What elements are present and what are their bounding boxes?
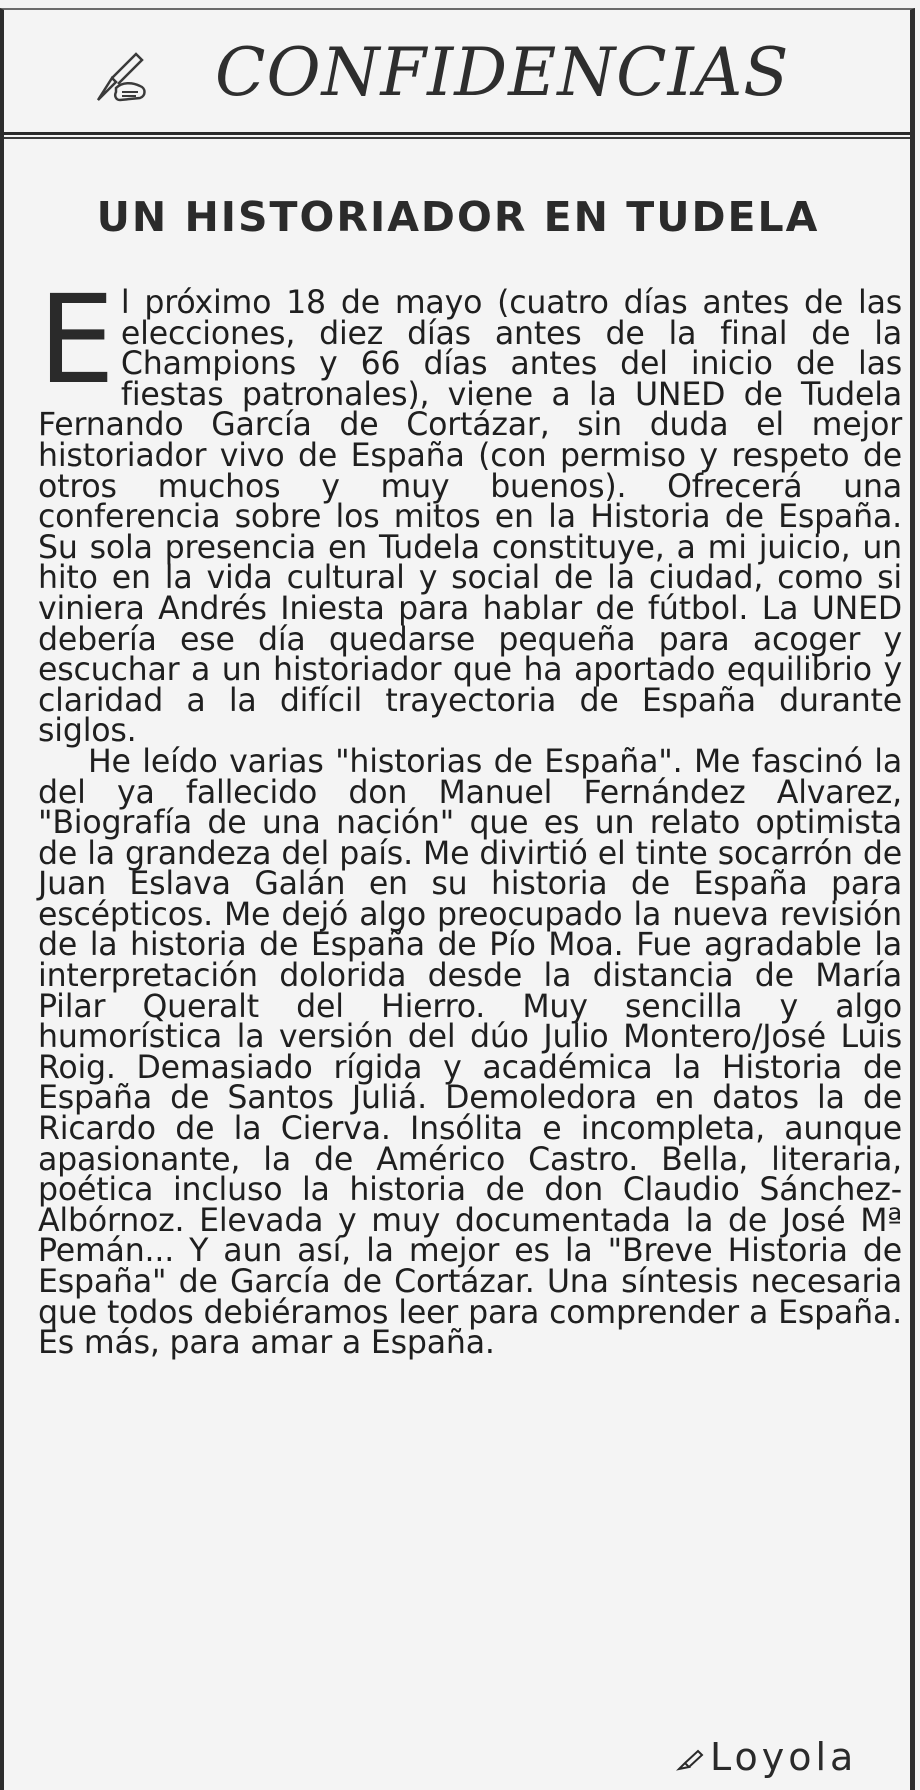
section-title: CONFIDENCIAS [215, 34, 790, 111]
article-signature [676, 1735, 858, 1779]
article-paragraph-2: He leído varias "historias de España". Me fascinó la del ya fallecido don Manuel Fernández Alvarez, "Biografía de una nación" que es un relato optimista de la grandeza del país. Me divirtió el tinte socarrón de Juan Eslava Galán en su historia de España para escépticos. Me dejó algo preocupado la nueva revisión de la historia de España de Pío Moa. Fue agradable la interpretación dolorida desde la distancia de María Pilar Queralt del Hierro. Muy sencilla y algo humorística la versión del dúo Julio Montero/José Luis Roig. Demasiado rígida y académica la Historia de España de Santos Juliá. Demoledora en datos la de Ricardo de la Cierva. Insólita e incompleta, aunque apasionante, la de Américo Castro. Bella, literaria, poética incluso la historia de don Claudio Sánchez-Albórnoz. Elevada y muy documentada la de José Mª Pemán... Y aun así, la mejor es la "Breve Historia de España" de García de Cortázar. Una síntesis necesaria que todos debiéramos leer para comprender a España. Es más, para amar a España. [38, 743, 902, 1362]
signature-name: Loyola [710, 1735, 858, 1779]
writing-hand-icon [92, 48, 148, 106]
article-headline: UN HISTORIADOR EN TUDELA [96, 193, 820, 241]
drop-cap: E [38, 269, 115, 411]
header-divider [4, 137, 910, 139]
article-paragraph-1 [38, 269, 902, 750]
paragraph-1-text: l próximo 18 de mayo (cuatro días antes de las elecciones, diez días antes de la final de la Champions y 66 días antes del inicio de las fiestas patronales), viene a la UNED de Tudela Fernando García de Cortázar, sin duda el mejor historiador vivo de España (con permiso y respeto de otros muchos y muy buenos). Ofrecerá una conferencia sobre los mitos en la Historia de España. Su sola presencia en Tudela constituye, a mi juicio, un hito en la vida cultural y social de la ciudad, como si viniera Andrés Iniesta para hablar de fútbol. La UNED debería ese día quedarse pequeña para acoger y escuchar a un historiador que ha aportado equilibrio y claridad a la difícil trayectoria de España durante siglos. [38, 285, 902, 750]
article-body [38, 269, 902, 1362]
